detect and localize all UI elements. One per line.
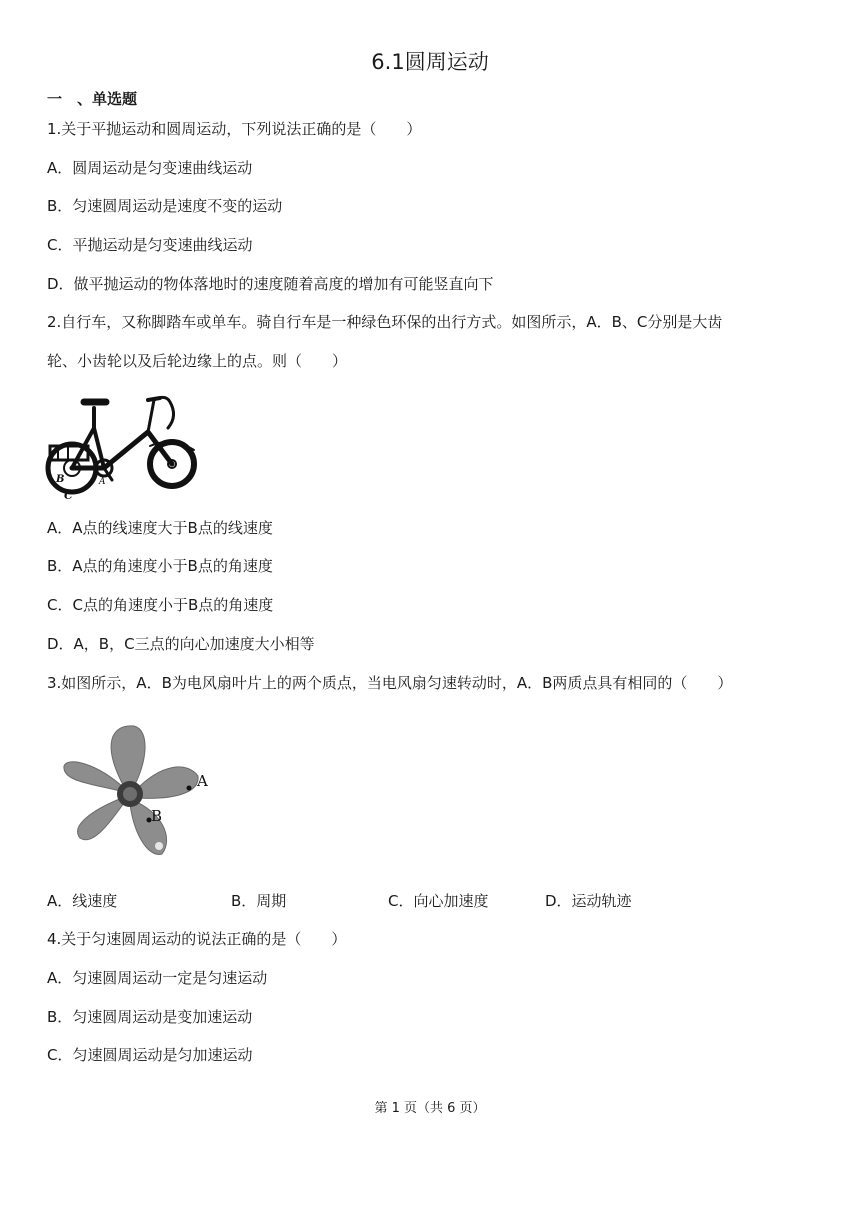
page-footer: 第 1 页（共 6 页） <box>374 1101 486 1116</box>
question-2-stem-line-2: 轮、小齿轮以及后轮边缘上的点。则（ ） <box>47 352 348 370</box>
question-4-option-c: C．匀速圆周运动是匀加速运动 <box>47 1046 253 1064</box>
question-1-option-a: A．圆周运动是匀变速曲线运动 <box>47 159 253 177</box>
fan-figure <box>58 722 218 862</box>
question-3-option-c: C．向心加速度 <box>388 892 489 910</box>
question-3-option-a: A．线速度 <box>47 892 118 910</box>
question-2-option-a: A．A点的线速度大于B点的线速度 <box>47 519 273 537</box>
bicycle-figure <box>44 388 199 503</box>
question-1-option-c: C．平抛运动是匀变速曲线运动 <box>47 236 253 254</box>
question-1-option-d: D．做平抛运动的物体落地时的速度随着高度的增加有可能竖直向下 <box>47 275 494 293</box>
question-1-option-b: B．匀速圆周运动是速度不变的运动 <box>47 197 283 215</box>
question-3-option-b: B．周期 <box>231 892 287 910</box>
page-title: 6.1圆周运动 <box>371 50 489 74</box>
question-2-option-c: C．C点的角速度小于B点的角速度 <box>47 596 274 614</box>
question-3-stem: 3.如图所示，A．B为电风扇叶片上的两个质点，当电风扇匀速转动时，A．B两质点具有相同的（ ） <box>47 674 733 692</box>
section-heading: 一 、单选题 <box>47 90 138 108</box>
question-2-option-d: D．A，B，C三点的向心加速度大小相等 <box>47 635 315 653</box>
bicycle-label-a: A <box>99 477 106 487</box>
question-4-stem: 4.关于匀速圆周运动的说法正确的是（ ） <box>47 930 347 948</box>
bicycle-label-c: C <box>64 489 73 502</box>
question-4-option-b: B．匀速圆周运动是变加速运动 <box>47 1008 253 1026</box>
fan-label-a: A <box>197 772 208 790</box>
fan-label-b: B <box>151 807 163 825</box>
question-1-stem: 1.关于平抛运动和圆周运动，下列说法正确的是（ ） <box>47 120 422 138</box>
question-4-option-a: A．匀速圆周运动一定是匀速运动 <box>47 969 268 987</box>
question-2-stem-line-1: 2.自行车，又称脚踏车或单车。骑自行车是一种绿色环保的出行方式。如图所示，A．B、C分别是大齿 <box>47 313 723 331</box>
question-2-option-b: B．A点的角速度小于B点的角速度 <box>47 557 273 575</box>
question-3-option-d: D．运动轨迹 <box>545 892 632 910</box>
bicycle-label-b: B <box>56 474 65 485</box>
